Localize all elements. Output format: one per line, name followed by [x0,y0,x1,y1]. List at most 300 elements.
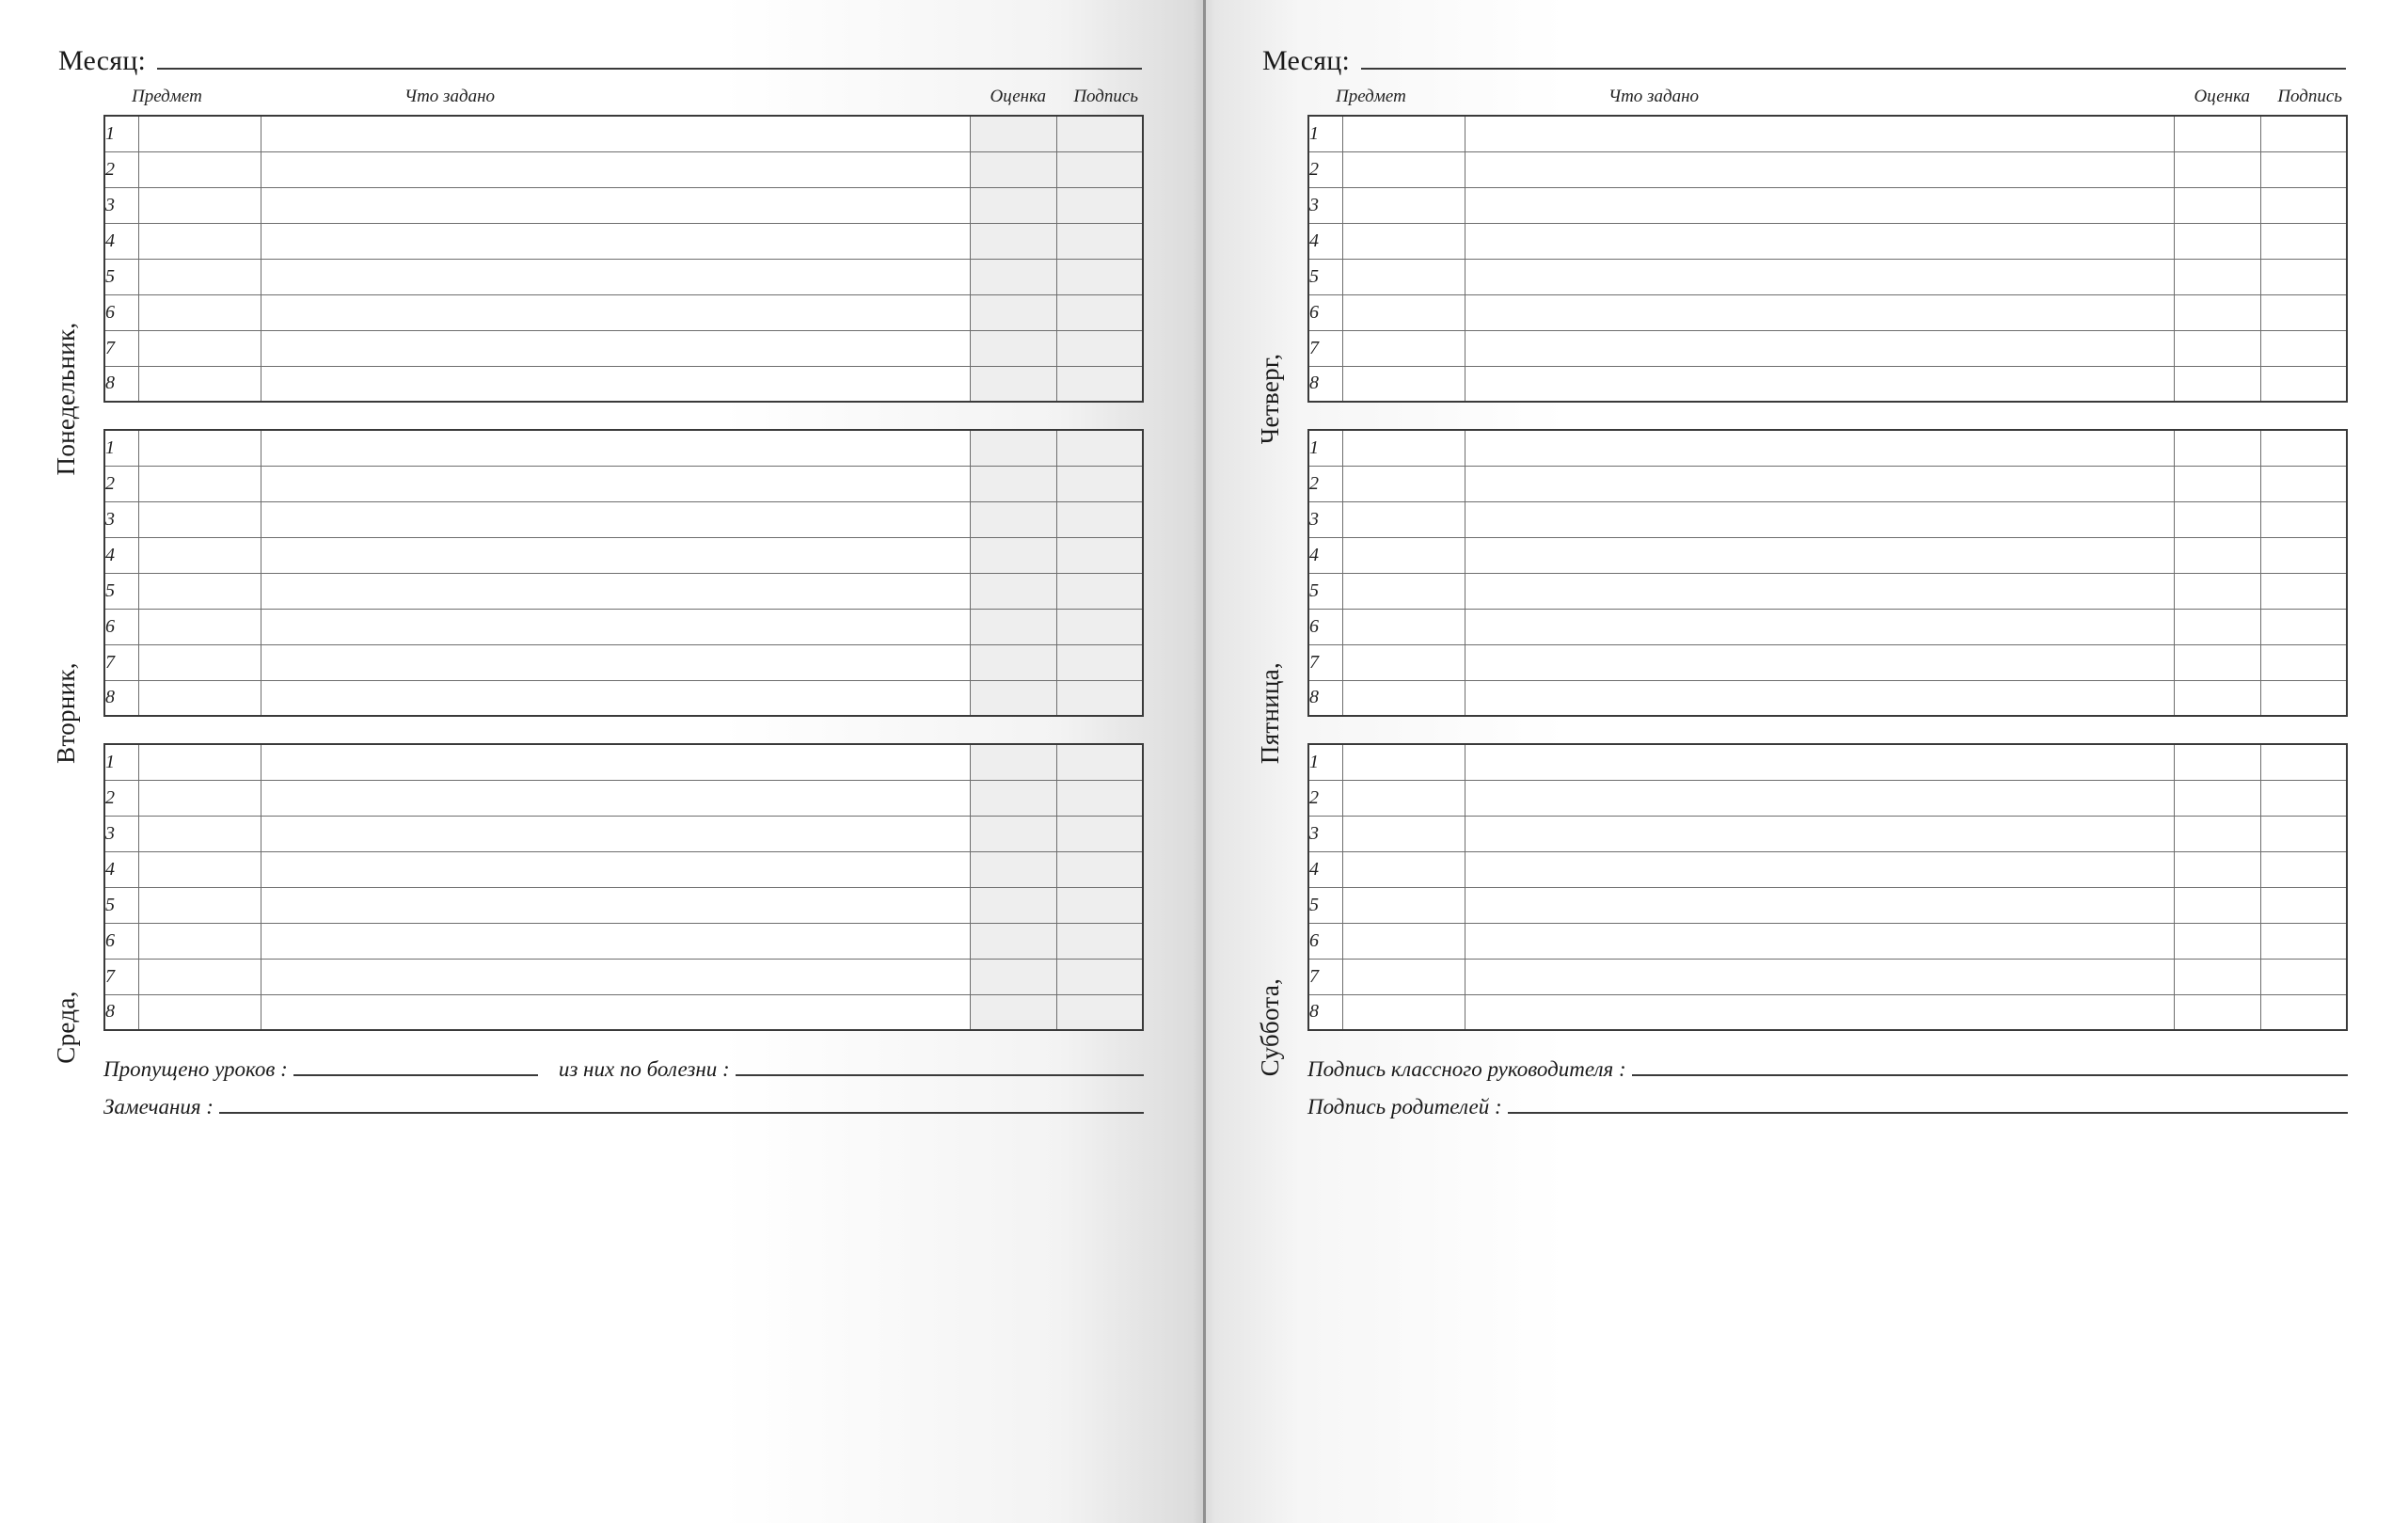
cell-subject[interactable] [1342,259,1465,294]
parents-signature-row [1307,1095,2348,1119]
table-row[interactable] [1308,851,2347,887]
cell-mark[interactable] [970,887,1056,923]
cell-task[interactable] [1465,466,2174,501]
cell-signature[interactable] [1056,151,1143,187]
cell-signature[interactable] [2260,223,2347,259]
cell-subject[interactable] [1342,430,1465,466]
cell-mark[interactable] [2174,680,2260,716]
cell-subject[interactable] [138,573,261,609]
lesson-number: 1 [104,744,138,780]
table-row[interactable] [104,887,1143,923]
table-row[interactable] [1308,151,2347,187]
table-row[interactable] [1308,501,2347,537]
cell-signature[interactable] [2260,430,2347,466]
cell-signature[interactable] [2260,816,2347,851]
cell-mark[interactable] [970,116,1056,151]
cell-signature[interactable] [1056,887,1143,923]
cell-subject[interactable] [1342,466,1465,501]
cell-signature[interactable] [2260,887,2347,923]
lesson-number: 8 [1308,994,1342,1030]
cell-subject[interactable] [1342,780,1465,816]
table-row[interactable] [104,994,1143,1030]
cell-mark[interactable] [2174,994,2260,1030]
cell-mark[interactable] [2174,851,2260,887]
cell-task[interactable] [261,259,970,294]
cell-task[interactable] [261,994,970,1030]
cell-task[interactable] [1465,294,2174,330]
cell-mark[interactable] [970,466,1056,501]
cell-signature[interactable] [2260,644,2347,680]
cell-subject[interactable] [138,851,261,887]
cell-task[interactable] [1465,851,2174,887]
lesson-number: 7 [104,644,138,680]
lesson-number: 4 [104,537,138,573]
cell-task[interactable] [1465,366,2174,402]
cell-task[interactable] [261,116,970,151]
cell-signature[interactable] [1056,923,1143,959]
cell-signature[interactable] [2260,851,2347,887]
cell-task[interactable] [1465,780,2174,816]
cell-signature[interactable] [1056,501,1143,537]
table-row[interactable] [1308,259,2347,294]
table-row[interactable] [1308,887,2347,923]
cell-mark[interactable] [970,259,1056,294]
cell-mark[interactable] [970,573,1056,609]
cell-signature[interactable] [2260,116,2347,151]
cell-mark[interactable] [970,609,1056,644]
cell-subject[interactable] [138,680,261,716]
cell-task[interactable] [1465,151,2174,187]
cell-subject[interactable] [138,294,261,330]
cell-task[interactable] [1465,259,2174,294]
cell-signature[interactable] [1056,537,1143,573]
cell-signature[interactable] [1056,466,1143,501]
cell-subject[interactable] [1342,994,1465,1030]
table-row[interactable] [1308,923,2347,959]
table-row[interactable] [104,609,1143,644]
cell-signature[interactable] [1056,430,1143,466]
cell-mark[interactable] [970,680,1056,716]
table-row[interactable] [104,537,1143,573]
lesson-number: 5 [1308,573,1342,609]
cell-task[interactable] [1465,187,2174,223]
lesson-number: 4 [1308,851,1342,887]
cell-subject[interactable] [138,923,261,959]
cell-mark[interactable] [2174,466,2260,501]
lesson-table-friday [1307,429,2348,717]
month-input-right[interactable] [1361,51,2346,70]
cell-subject[interactable] [1342,851,1465,887]
cell-signature[interactable] [1056,959,1143,994]
lesson-number: 3 [104,816,138,851]
lesson-number: 4 [1308,223,1342,259]
cell-mark[interactable] [2174,744,2260,780]
cell-mark[interactable] [2174,573,2260,609]
cell-mark[interactable] [2174,923,2260,959]
table-row[interactable] [1308,294,2347,330]
cell-subject[interactable] [138,644,261,680]
cell-task[interactable] [261,187,970,223]
lesson-number: 2 [1308,151,1342,187]
cell-mark[interactable] [970,923,1056,959]
cell-signature[interactable] [2260,923,2347,959]
cell-mark[interactable] [970,537,1056,573]
cell-task[interactable] [261,644,970,680]
cell-task[interactable] [261,744,970,780]
parents-signature-input[interactable] [1508,1097,2348,1114]
table-row[interactable] [104,294,1143,330]
cell-signature[interactable] [2260,680,2347,716]
cell-signature[interactable] [1056,780,1143,816]
month-label-left: Месяц: [58,45,147,76]
lesson-number: 5 [104,573,138,609]
table-row[interactable] [1308,466,2347,501]
cell-signature[interactable] [2260,609,2347,644]
notes-input[interactable] [219,1097,1144,1114]
cell-mark[interactable] [970,501,1056,537]
cell-task[interactable] [1465,537,2174,573]
cell-mark[interactable] [2174,780,2260,816]
table-row[interactable] [104,466,1143,501]
cell-subject[interactable] [1342,187,1465,223]
cell-mark[interactable] [970,994,1056,1030]
lesson-table-thursday [1307,115,2348,403]
cell-task[interactable] [261,366,970,402]
illness-label: из них по болезни : [558,1057,730,1081]
lesson-table-wednesday [103,743,1144,1031]
cell-mark[interactable] [2174,294,2260,330]
cell-signature[interactable] [2260,959,2347,994]
lesson-number: 1 [1308,744,1342,780]
cell-subject[interactable] [138,994,261,1030]
cell-subject[interactable] [138,151,261,187]
cell-task[interactable] [1465,430,2174,466]
cell-signature[interactable] [1056,223,1143,259]
lesson-number: 5 [104,887,138,923]
cell-signature[interactable] [1056,994,1143,1030]
cell-signature[interactable] [2260,330,2347,366]
cell-task[interactable] [261,537,970,573]
cell-mark[interactable] [970,644,1056,680]
missed-lessons-input[interactable] [293,1059,538,1076]
cell-task[interactable] [261,887,970,923]
day-block-friday [1256,429,2348,765]
cell-task[interactable] [1465,116,2174,151]
cell-subject[interactable] [1342,501,1465,537]
cell-subject[interactable] [138,780,261,816]
cell-mark[interactable] [2174,116,2260,151]
cell-mark[interactable] [970,187,1056,223]
cell-task[interactable] [261,780,970,816]
table-row[interactable] [104,851,1143,887]
cell-mark[interactable] [970,959,1056,994]
table-row[interactable] [104,680,1143,716]
cell-subject[interactable] [1342,923,1465,959]
cell-mark[interactable] [970,330,1056,366]
cell-mark[interactable] [970,366,1056,402]
column-headers-right [1307,87,2348,115]
table-row[interactable] [1308,537,2347,573]
cell-mark[interactable] [2174,959,2260,994]
cell-mark[interactable] [2174,259,2260,294]
table-row[interactable] [1308,366,2347,402]
teacher-signature-row [1307,1057,2348,1082]
table-row[interactable] [1308,780,2347,816]
cell-signature[interactable] [1056,366,1143,402]
cell-subject[interactable] [1342,609,1465,644]
cell-mark[interactable] [2174,366,2260,402]
cell-task[interactable] [261,330,970,366]
cell-mark[interactable] [2174,187,2260,223]
illness-input[interactable] [736,1059,1144,1076]
cell-signature[interactable] [1056,187,1143,223]
table-row[interactable] [1308,609,2347,644]
cell-subject[interactable] [1342,537,1465,573]
table-row[interactable] [104,259,1143,294]
cell-subject[interactable] [1342,330,1465,366]
cell-task[interactable] [1465,923,2174,959]
cell-signature[interactable] [2260,573,2347,609]
table-row[interactable] [1308,744,2347,780]
cell-mark[interactable] [2174,151,2260,187]
table-row[interactable] [104,430,1143,466]
table-row[interactable] [1308,330,2347,366]
table-row[interactable] [104,366,1143,402]
table-row[interactable] [104,816,1143,851]
cell-signature[interactable] [1056,330,1143,366]
cell-task[interactable] [1465,609,2174,644]
table-row[interactable] [104,116,1143,151]
cell-mark[interactable] [2174,501,2260,537]
cell-task[interactable] [261,816,970,851]
cell-signature[interactable] [2260,466,2347,501]
table-row[interactable] [1308,187,2347,223]
day-label-friday: Пятница, [1256,661,1284,765]
cell-task[interactable] [261,430,970,466]
table-row[interactable] [104,780,1143,816]
table-row[interactable] [104,744,1143,780]
cell-task[interactable] [261,680,970,716]
table-row[interactable] [104,223,1143,259]
cell-task[interactable] [261,959,970,994]
lesson-number: 5 [1308,259,1342,294]
table-row[interactable] [104,501,1143,537]
cell-mark[interactable] [2174,223,2260,259]
cell-mark[interactable] [2174,887,2260,923]
cell-subject[interactable] [138,116,261,151]
cell-task[interactable] [1465,816,2174,851]
cell-mark[interactable] [2174,330,2260,366]
cell-mark[interactable] [2174,816,2260,851]
cell-task[interactable] [1465,223,2174,259]
cell-subject[interactable] [138,259,261,294]
day-label-thursday: Четверг, [1256,353,1284,445]
cell-subject[interactable] [1342,744,1465,780]
cell-subject[interactable] [1342,887,1465,923]
table-row[interactable] [1308,116,2347,151]
cell-mark[interactable] [970,430,1056,466]
cell-subject[interactable] [1342,680,1465,716]
cell-signature[interactable] [1056,680,1143,716]
cell-task[interactable] [261,223,970,259]
cell-subject[interactable] [138,537,261,573]
cell-task[interactable] [261,501,970,537]
lesson-number: 8 [1308,680,1342,716]
lesson-number: 1 [1308,116,1342,151]
missed-lessons-label: Пропущено уроков : [103,1057,288,1081]
cell-mark[interactable] [970,223,1056,259]
table-row[interactable] [104,573,1143,609]
cell-signature[interactable] [2260,366,2347,402]
table-row[interactable] [1308,573,2347,609]
cell-subject[interactable] [138,816,261,851]
cell-signature[interactable] [2260,994,2347,1030]
table-row[interactable] [1308,816,2347,851]
cell-mark[interactable] [970,744,1056,780]
cell-signature[interactable] [1056,573,1143,609]
cell-task[interactable] [1465,887,2174,923]
cell-task[interactable] [1465,501,2174,537]
cell-signature[interactable] [1056,116,1143,151]
lesson-number: 1 [104,430,138,466]
cell-signature[interactable] [2260,501,2347,537]
cell-mark[interactable] [970,780,1056,816]
cell-mark[interactable] [2174,609,2260,644]
cell-mark[interactable] [2174,644,2260,680]
cell-subject[interactable] [1342,151,1465,187]
lesson-number: 3 [104,501,138,537]
table-row[interactable] [104,330,1143,366]
left-page-footer [103,1057,1144,1119]
cell-mark[interactable] [970,294,1056,330]
cell-signature[interactable] [2260,537,2347,573]
lesson-number: 2 [104,780,138,816]
table-row[interactable] [104,151,1143,187]
cell-task[interactable] [261,609,970,644]
lesson-number: 8 [1308,366,1342,402]
cell-subject[interactable] [138,501,261,537]
table-row[interactable] [104,959,1143,994]
cell-task[interactable] [1465,573,2174,609]
day-name-saturday [1256,743,1307,1077]
cell-subject[interactable] [1342,223,1465,259]
missed-lessons-row [103,1057,1144,1082]
cell-mark[interactable] [970,151,1056,187]
cell-mark[interactable] [970,816,1056,851]
cell-signature[interactable] [1056,259,1143,294]
month-row-left [58,45,1155,77]
lesson-number: 6 [1308,923,1342,959]
cell-task[interactable] [261,466,970,501]
cell-signature[interactable] [2260,294,2347,330]
table-row[interactable] [104,187,1143,223]
cell-task[interactable] [261,294,970,330]
cell-task[interactable] [1465,330,2174,366]
cell-subject[interactable] [138,366,261,402]
lesson-table-tuesday [103,429,1144,717]
cell-subject[interactable] [1342,294,1465,330]
cell-subject[interactable] [1342,644,1465,680]
cell-subject[interactable] [1342,366,1465,402]
cell-task[interactable] [261,573,970,609]
cell-signature[interactable] [1056,644,1143,680]
cell-subject[interactable] [1342,116,1465,151]
lesson-number: 2 [104,151,138,187]
lesson-number: 7 [1308,330,1342,366]
lesson-number: 4 [104,851,138,887]
cell-subject[interactable] [138,959,261,994]
cell-subject[interactable] [1342,573,1465,609]
month-row-right [1262,45,2359,77]
table-row[interactable] [1308,644,2347,680]
cell-subject[interactable] [138,330,261,366]
table-row[interactable] [1308,430,2347,466]
cell-signature[interactable] [1056,609,1143,644]
day-name-wednesday [52,743,103,1064]
cell-task[interactable] [1465,994,2174,1030]
cell-signature[interactable] [1056,744,1143,780]
cell-subject[interactable] [1342,816,1465,851]
cell-subject[interactable] [138,744,261,780]
header-signature-right: Подпись [2277,87,2342,106]
table-row[interactable] [1308,994,2347,1030]
cell-subject[interactable] [138,609,261,644]
cell-signature[interactable] [1056,816,1143,851]
cell-task[interactable] [261,923,970,959]
cell-subject[interactable] [138,187,261,223]
cell-subject[interactable] [138,223,261,259]
lesson-number: 1 [1308,430,1342,466]
cell-task[interactable] [261,851,970,887]
cell-subject[interactable] [138,430,261,466]
cell-signature[interactable] [1056,851,1143,887]
month-input-left[interactable] [157,51,1142,70]
cell-subject[interactable] [1342,959,1465,994]
cell-signature[interactable] [2260,744,2347,780]
lesson-number: 3 [1308,187,1342,223]
cell-signature[interactable] [2260,151,2347,187]
cell-signature[interactable] [2260,187,2347,223]
lesson-number: 1 [104,116,138,151]
table-row[interactable] [1308,223,2347,259]
parents-signature-label: Подпись родителей : [1307,1095,1502,1118]
day-name-thursday [1256,115,1307,445]
cell-task[interactable] [1465,744,2174,780]
table-row[interactable] [1308,959,2347,994]
cell-signature[interactable] [2260,780,2347,816]
teacher-signature-input[interactable] [1632,1059,2348,1076]
lesson-number: 8 [104,680,138,716]
table-row[interactable] [1308,680,2347,716]
cell-subject[interactable] [138,887,261,923]
cell-mark[interactable] [2174,430,2260,466]
cell-task[interactable] [1465,680,2174,716]
cell-task[interactable] [1465,959,2174,994]
table-row[interactable] [104,644,1143,680]
cell-subject[interactable] [138,466,261,501]
day-block-wednesday [52,743,1144,1064]
cell-signature[interactable] [2260,259,2347,294]
lesson-number: 2 [1308,780,1342,816]
right-page-footer [1307,1057,2348,1119]
day-block-tuesday [52,429,1144,764]
cell-mark[interactable] [970,851,1056,887]
cell-signature[interactable] [1056,294,1143,330]
cell-task[interactable] [261,151,970,187]
table-row[interactable] [104,923,1143,959]
cell-mark[interactable] [2174,537,2260,573]
cell-task[interactable] [1465,644,2174,680]
